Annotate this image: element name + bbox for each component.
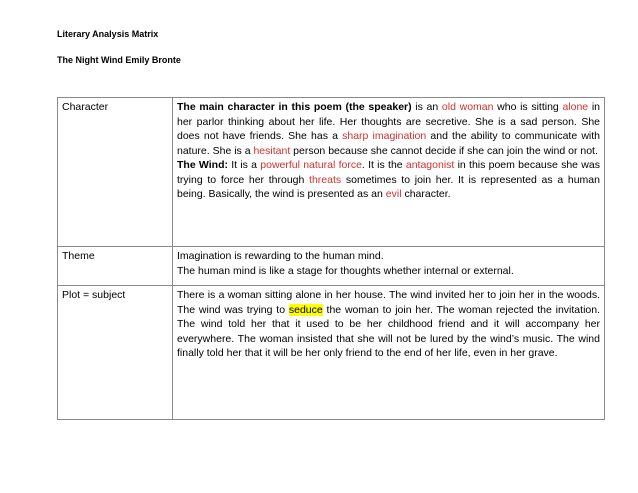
- character-description-cell: [173, 98, 605, 247]
- highlight-antagonist: antagonist: [405, 159, 455, 171]
- highlight-threats: threats: [309, 173, 342, 186]
- wind-text: . It is the: [361, 159, 406, 171]
- highlight-seduce: seduce: [288, 303, 323, 316]
- plot-text: the woman to join her. The woman rejected the invitation. The wind told her that it used to be her childhood friend and it will accompany her everywhere. The woman insisted that she will not be lured by the wind’s music. The wind finally told her that it will be her only friend to the end of her life, even in her grave.: [177, 303, 600, 359]
- theme-cell: [173, 247, 605, 286]
- wind-text: in this poem because she was trying to force her through: [177, 159, 600, 186]
- wind-text: sometimes to join her. It is represented as a human being. Basically, the wind is presented as an: [177, 173, 600, 200]
- row-label-plot: Plot = subject: [58, 286, 173, 420]
- plot-cell: [173, 286, 605, 420]
- speaker-intro: The main character in this poem (the speaker): [177, 101, 412, 113]
- speaker-text: person because she cannot decide if she can join the wind or not.: [290, 144, 598, 157]
- row-label-theme: Theme: [58, 247, 173, 286]
- highlight-evil: evil: [385, 188, 402, 200]
- document-title: Literary Analysis Matrix: [57, 29, 159, 39]
- highlight-old-woman: old woman: [441, 101, 494, 113]
- theme-line-2: The human mind is like a stage for thoughts whether internal or external.: [177, 264, 514, 277]
- speaker-paragraph: [177, 100, 600, 158]
- literary-analysis-matrix: [57, 97, 605, 420]
- theme-line-1: Imagination is rewarding to the human mind.: [177, 250, 384, 262]
- wind-text: It is a: [227, 159, 261, 171]
- wind-text: character.: [401, 188, 451, 200]
- speaker-text: in her parlor thinking about her life. Her thoughts are secretive. She is a sad person. She does not have friends. She has a: [177, 101, 601, 142]
- row-label-character: Character: [58, 98, 173, 247]
- wind-paragraph: [177, 158, 600, 202]
- table-row-character: [58, 98, 605, 247]
- speaker-text: and the ability to communicate with nature. She is a: [177, 130, 600, 157]
- table-row-theme: [58, 247, 605, 286]
- wind-heading: The Wind:: [177, 159, 228, 171]
- document-subtitle: The Night Wind Emily Bronte: [57, 55, 181, 65]
- highlight-powerful-natural-force: powerful natural force: [260, 159, 362, 171]
- plot-text: There is a woman sitting alone in her house. The wind invited her to join her in the woods. The wind was trying to: [177, 289, 600, 316]
- speaker-text: who is sitting: [493, 101, 563, 113]
- highlight-sharp-imagination: sharp imagination: [342, 130, 427, 142]
- speaker-text: is an: [411, 101, 442, 113]
- table-row-plot: [58, 286, 605, 420]
- highlight-hesitant: hesitant: [253, 144, 291, 157]
- highlight-alone: alone: [562, 101, 589, 113]
